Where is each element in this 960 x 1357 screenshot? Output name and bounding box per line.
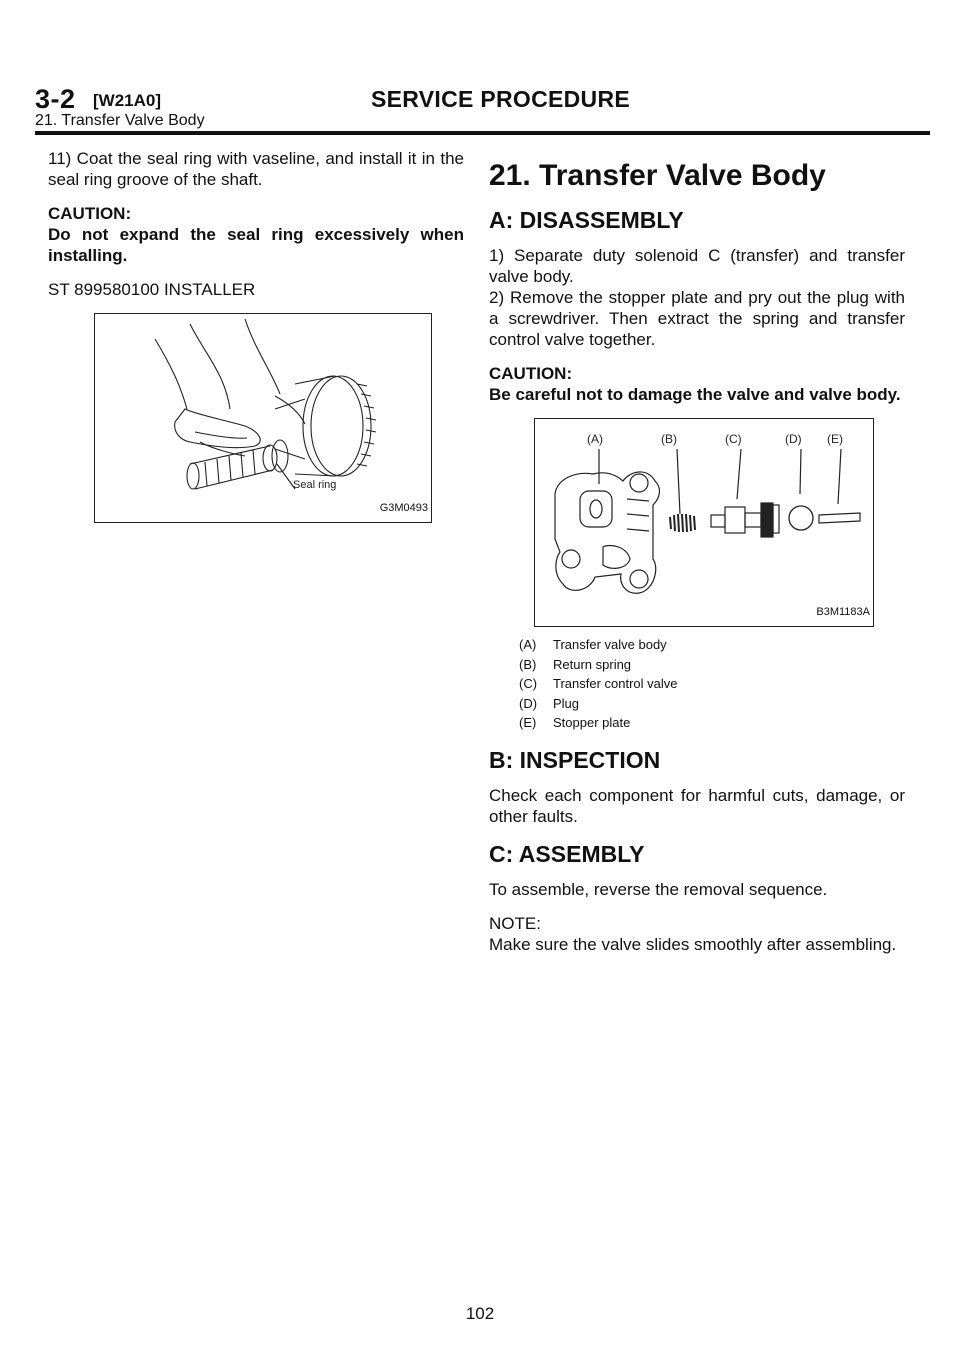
inspection-heading: B: INSPECTION: [489, 746, 661, 773]
legend-item: (A) Transfer valve body: [519, 637, 667, 652]
legend-item: (E) Stopper plate: [519, 715, 631, 730]
note-body: Make sure the valve slides smoothly after assembling.: [489, 934, 897, 954]
callout-e: (E): [827, 432, 843, 446]
inspection-text: Check each component for harmful cuts, damage, or other faults.: [489, 785, 905, 826]
seal-ring-label: Seal ring: [293, 479, 337, 491]
figure-id: G3M0493: [379, 502, 428, 514]
right-column: [489, 155, 905, 968]
legend-item: (C) Transfer control valve: [519, 676, 678, 691]
note-heading: NOTE:: [489, 913, 541, 933]
caution-heading: CAUTION:: [489, 364, 573, 383]
special-tool-line: ST 899580100 INSTALLER: [48, 280, 256, 299]
seal-ring-figure: [94, 313, 432, 523]
section-title: SERVICE PROCEDURE: [371, 86, 631, 112]
valve-body-exploded-view: [535, 419, 873, 626]
legend-item: (B) Return spring: [519, 656, 632, 672]
valve-body-figure: [534, 418, 874, 627]
step-11: 11) Coat the seal ring with vaseline, and install it in the seal ring groove of the shaft.: [48, 149, 464, 189]
seal-ring-illustration: [95, 314, 431, 522]
left-column: [48, 148, 464, 523]
caution-body: Be careful not to damage the valve and valve body.: [489, 385, 901, 404]
section-subtitle: 21. Transfer Valve Body: [35, 112, 205, 129]
assembly-text: To assemble, reverse the removal sequence.: [489, 879, 828, 899]
disassembly-heading: A: DISASSEMBLY: [489, 207, 684, 233]
section-code: [W21A0]: [93, 91, 162, 110]
callout-b: (B): [661, 432, 677, 446]
page-number: 102: [465, 1304, 495, 1323]
section-number: 3-2: [35, 84, 76, 114]
callout-d: (D): [785, 432, 802, 446]
legend-item: (D) Plug: [519, 695, 580, 711]
assembly-heading: C: ASSEMBLY: [489, 840, 645, 867]
step-1: 1) Separate duty solenoid C (transfer) and transfer valve body.: [489, 246, 905, 286]
caution-body: Do not expand the seal ring excessively when installing.: [48, 225, 464, 265]
step-2: 2) Remove the stopper plate and pry out the plug with a screwdriver. Then extract the spring and transfer control valve together.: [489, 288, 905, 349]
callout-c: (C): [725, 432, 742, 446]
section-heading: 21. Transfer Valve Body: [489, 159, 826, 192]
figure-id: B3M1183A: [816, 606, 870, 618]
figure-legend: [519, 635, 905, 733]
callout-a: (A): [587, 432, 603, 446]
header-rule: [35, 131, 930, 135]
caution-heading: CAUTION:: [48, 204, 132, 223]
